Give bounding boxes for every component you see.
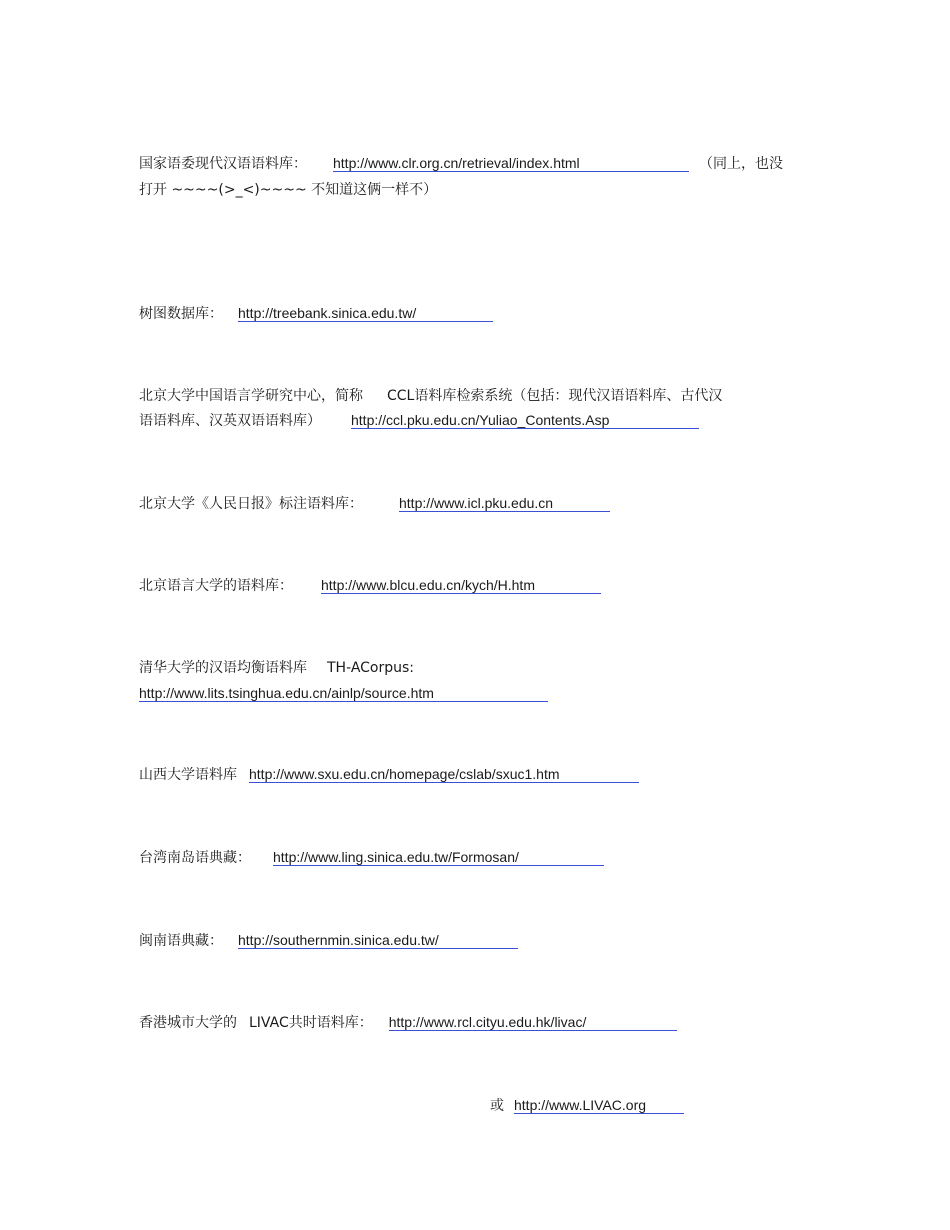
entry-label: 香港城市大学的 [139,1015,237,1031]
entry-link[interactable]: http://www.clr.org.cn/retrieval/index.html [333,155,689,172]
entry-tsinghua-line2 [139,684,548,704]
entry-label: 树图数据库： [139,306,223,322]
entry-label: 清华大学的汉语均衡语料库 [139,660,307,676]
entry-blcu [139,576,601,596]
entry-ccl [139,386,722,406]
entry-label: 北京语言大学的语料库： [139,578,293,594]
entry-link[interactable]: http://www.ling.sinica.edu.tw/Formosan/ [273,849,604,866]
entry-link[interactable]: http://southernmin.sinica.edu.tw/ [238,932,518,949]
entry-link[interactable]: http://www.blcu.edu.cn/kych/H.htm [321,577,601,594]
entry-label: 山西大学语料库 [139,767,237,783]
entry-link[interactable]: http://www.lits.tsinghua.edu.cn/ainlp/source.htm [139,685,548,702]
entry-ccl-line2 [139,411,699,431]
entry-link[interactable]: http://www.sxu.edu.cn/homepage/cslab/sxuc1.htm [249,766,639,783]
entry-formosan [139,848,604,868]
entry-livac [139,1013,677,1033]
entry-alt-link[interactable]: http://www.LIVAC.org [514,1097,684,1114]
entry-clr-line2: 打开 ~~~~(>_<)~~~~ 不知道这俩一样不） [139,182,438,198]
entry-clr [139,154,783,174]
entry-link[interactable]: http://ccl.pku.edu.cn/Yuliao_Contents.Asp [351,412,699,429]
entry-label: 语语料库、汉英双语语料库） [139,413,321,429]
entry-sxu [139,765,639,785]
entry-alt-prefix: 或 [490,1098,504,1114]
entry-label: 闽南语典藏： [139,933,223,949]
entry-label: 北京大学《人民日报》标注语料库： [139,496,363,512]
entry-label: 国家语委现代汉语语料库： [139,156,307,172]
entry-link[interactable]: http://www.rcl.cityu.edu.hk/livac/ [389,1014,677,1031]
entry-note: （同上，也没 [699,156,783,172]
entry-label-b: LIVAC共时语料库： [249,1015,373,1031]
entry-label: 台湾南岛语典藏： [139,850,251,866]
entry-treebank [139,304,493,324]
entry-icl [139,494,610,514]
entry-livac-alt [490,1096,684,1116]
entry-label: 北京大学中国语言学研究中心，简称 [139,388,363,404]
entry-link[interactable]: http://www.icl.pku.edu.cn [399,495,610,512]
entry-tsinghua [139,658,414,678]
entry-label-b: CCL语料库检索系统（包括：现代汉语语料库、古代汉 [387,388,723,404]
entry-link[interactable]: http://treebank.sinica.edu.tw/ [238,305,493,322]
entry-label-b: TH-ACorpus: [327,660,415,676]
entry-southernmin [139,931,518,951]
